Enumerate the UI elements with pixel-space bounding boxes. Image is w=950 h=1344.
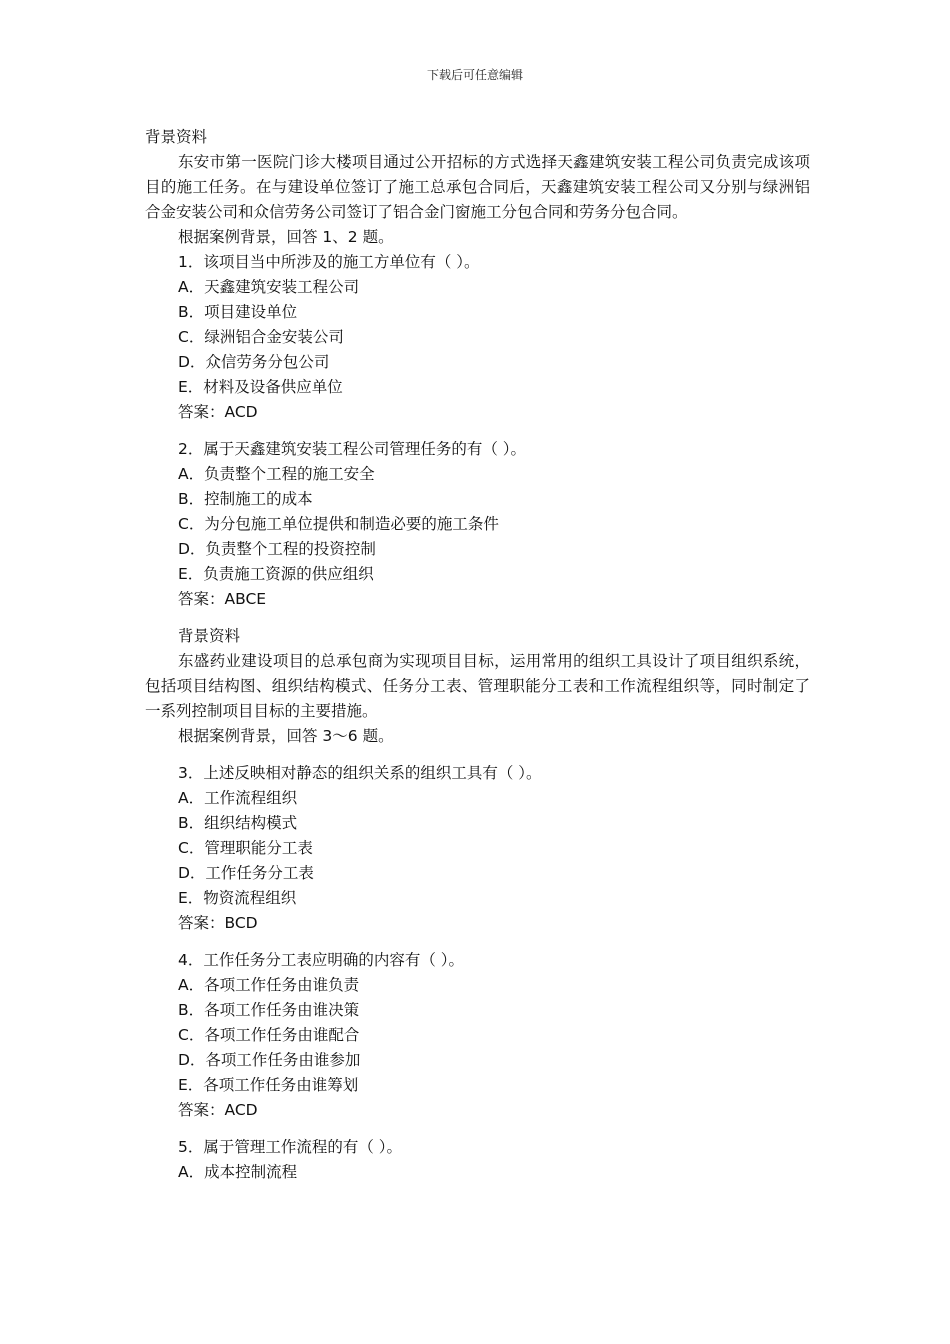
option-c: C．管理职能分工表 [178, 839, 313, 857]
question-4 [145, 948, 810, 1123]
question-stem: 2．属于天鑫建筑安装工程公司管理任务的有（ ）。 [178, 440, 527, 458]
option-c: C．绿洲铝合金安装公司 [178, 328, 344, 346]
question-stem: 5．属于管理工作流程的有（ ）。 [178, 1138, 403, 1156]
question-stem: 1．该项目当中所涉及的施工方单位有（ ）。 [178, 253, 480, 271]
option-d: D．众信劳务分包公司 [178, 353, 330, 371]
question-1 [145, 250, 810, 425]
section1-paragraph: 东安市第一医院门诊大楼项目通过公开招标的方式选择天鑫建筑安装工程公司负责完成该项目的施工任务。在与建设单位签订了施工总承包合同后，天鑫建筑安装工程公司又分别与绿洲铝合金安装公司和众信劳务公司签订了铝合金门窗施工分包合同和劳务分包合同。 [145, 153, 810, 221]
spacer [145, 1123, 810, 1135]
section2-paragraph: 东盛药业建设项目的总承包商为实现项目目标，运用常用的组织工具设计了项目组织系统，包括项目结构图、组织结构模式、任务分工表、管理职能分工表和工作流程组织等，同时制定了一系列控制项目目标的主要措施。 [145, 652, 810, 720]
option-e: E．负责施工资源的供应组织 [178, 565, 374, 583]
question-stem: 4．工作任务分工表应明确的内容有（ ）。 [178, 951, 465, 969]
option-b: B．各项工作任务由谁决策 [178, 1001, 360, 1019]
question-stem: 3．上述反映相对静态的组织关系的组织工具有（ ）。 [178, 764, 542, 782]
option-b: B．组织结构模式 [178, 814, 298, 832]
answer: 答案：ACD [178, 403, 258, 421]
option-c: C．为分包施工单位提供和制造必要的施工条件 [178, 515, 499, 533]
spacer [145, 425, 810, 437]
spacer [145, 749, 810, 761]
option-d: D．各项工作任务由谁参加 [178, 1051, 361, 1069]
option-e: E．各项工作任务由谁筹划 [178, 1076, 359, 1094]
option-d: D．工作任务分工表 [178, 864, 314, 882]
option-a: A．天鑫建筑安装工程公司 [178, 278, 360, 296]
section1-heading: 背景资料 [145, 128, 208, 146]
option-d: D．负责整个工程的投资控制 [178, 540, 376, 558]
option-c: C．各项工作任务由谁配合 [178, 1026, 360, 1044]
page-header: 下载后可任意编辑 [426, 68, 523, 82]
option-e: E．材料及设备供应单位 [178, 378, 343, 396]
section2-heading: 背景资料 [178, 627, 241, 645]
question-5 [145, 1135, 810, 1185]
section2-instruction: 根据案例背景，回答 3～6 题。 [178, 727, 394, 745]
answer: 答案：ACD [178, 1101, 258, 1119]
option-b: B．项目建设单位 [178, 303, 298, 321]
answer: 答案：BCD [178, 914, 258, 932]
option-a: A．工作流程组织 [178, 789, 298, 807]
spacer [145, 936, 810, 948]
question-2 [145, 437, 810, 612]
document-body [145, 125, 810, 1185]
option-a: A．各项工作任务由谁负责 [178, 976, 360, 994]
section1-instruction: 根据案例背景，回答 1、2 题。 [178, 228, 394, 246]
option-a: A．负责整个工程的施工安全 [178, 465, 375, 483]
option-b: B．控制施工的成本 [178, 490, 313, 508]
spacer [145, 612, 810, 624]
option-a: A．成本控制流程 [178, 1163, 298, 1181]
question-3 [145, 761, 810, 936]
answer: 答案：ABCE [178, 590, 267, 608]
option-e: E．物资流程组织 [178, 889, 297, 907]
